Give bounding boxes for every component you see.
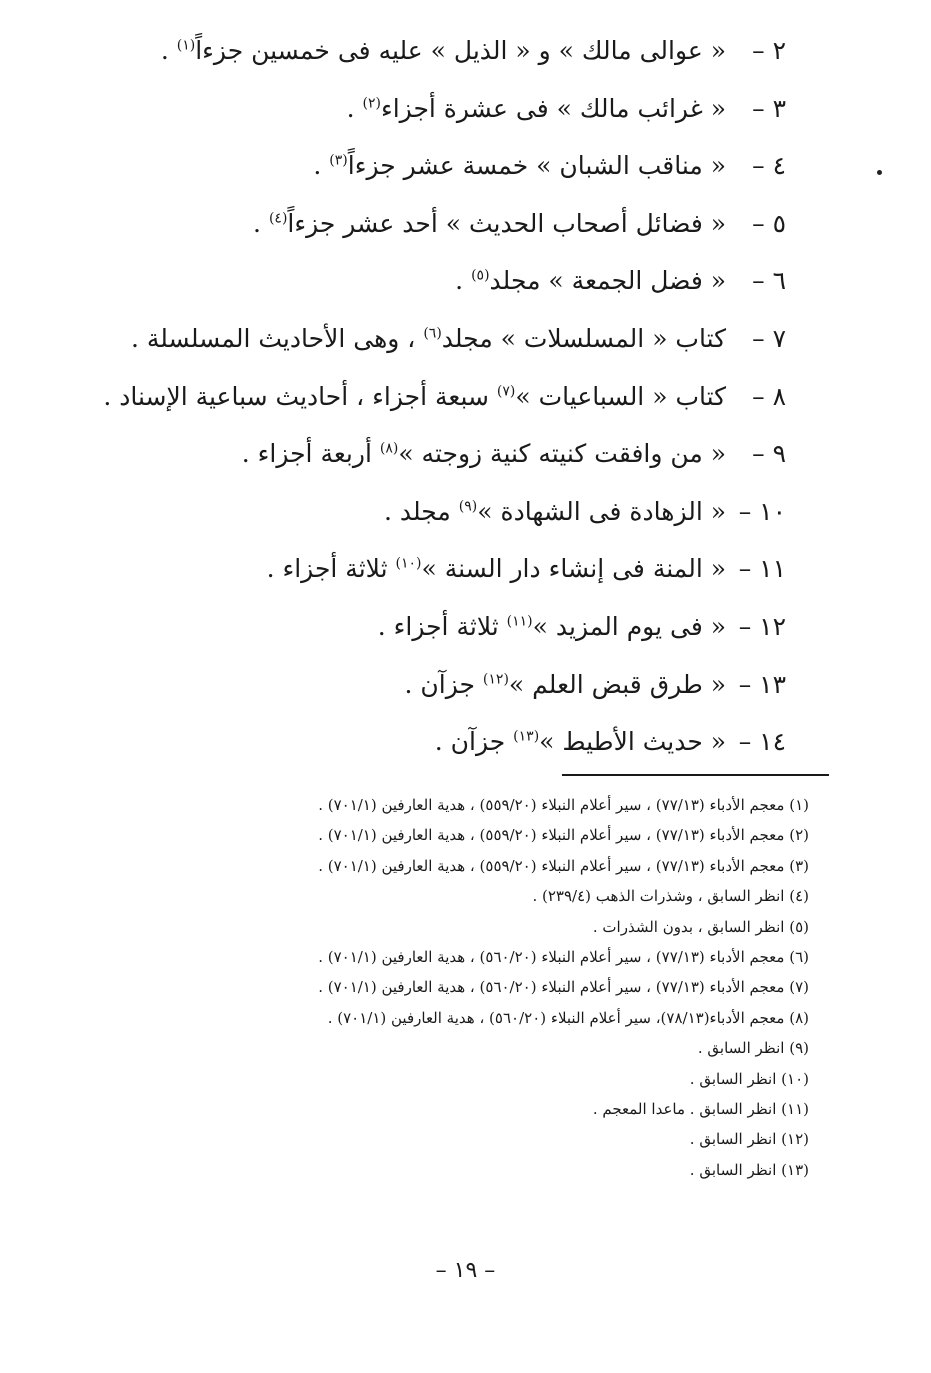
item-number: ٥ – xyxy=(752,208,786,238)
item-text: « غرائب مالك » فى عشرة أجزاء xyxy=(380,93,727,123)
list-item xyxy=(126,252,786,310)
footnote: (٧) معجم الأدباء (٧٧/١٣) ، سير أعلام النبلاء (٥٦٠/٢٠) ، هدية العارفين (٧٠١/١) . xyxy=(318,978,809,997)
page-number: – ١٩ – xyxy=(435,1258,496,1283)
item-number: ٤ – xyxy=(752,151,786,181)
item-text: كتاب « السباعيات » xyxy=(515,381,727,411)
item-number: ٩ – xyxy=(752,439,786,469)
item-number: ١٤ – xyxy=(738,727,786,757)
item-number: ١١ – xyxy=(738,554,786,584)
item-number: ١٢ – xyxy=(738,611,786,641)
footnote-ref: (٢) xyxy=(362,95,381,112)
item-tail: . xyxy=(346,93,363,123)
footnote: (١٠) انظر السابق . xyxy=(689,1069,809,1088)
footnote: (٣) معجم الأدباء (٧٧/١٣) ، سير أعلام النبلاء (٥٥٩/٢٠) ، هدية العارفين (٧٠١/١) . xyxy=(318,856,809,875)
footnote: (١٣) انظر السابق . xyxy=(689,1160,809,1179)
item-text: « فضائل أصحاب الحديث » أحد عشر جزءاً xyxy=(287,208,727,238)
list-item xyxy=(126,713,786,771)
footnote: (١) معجم الأدباء (٧٧/١٣) ، سير أعلام النبلاء (٥٥٩/٢٠) ، هدية العارفين (٧٠١/١) . xyxy=(318,796,809,814)
item-tail: . xyxy=(253,208,269,238)
works-list xyxy=(103,22,786,771)
item-number: ٣ – xyxy=(752,93,786,123)
footnote-ref: (٤) xyxy=(268,210,288,227)
item-text: « طرق قبض العلم » xyxy=(508,669,727,699)
item-tail: أربعة أجزاء . xyxy=(241,439,380,469)
footnote-ref: (١) xyxy=(176,37,196,54)
list-item xyxy=(126,656,786,714)
list-item xyxy=(126,195,786,253)
list-item xyxy=(126,598,786,656)
item-tail: . xyxy=(313,151,330,181)
item-number: ٦ – xyxy=(752,266,786,296)
item-text: « من وافقت كنيته كنية زوجته » xyxy=(398,439,727,469)
footnote: (٩) انظر السابق . xyxy=(697,1039,809,1058)
scan-speck xyxy=(877,170,882,175)
item-tail: . xyxy=(160,36,177,65)
item-text: « المنة فى إنشاء دار السنة » xyxy=(421,554,727,584)
footnote: (١١) انظر السابق . ماعدا المعجم . xyxy=(592,1099,809,1118)
footnote-ref: (٨) xyxy=(379,440,399,457)
footnote-ref: (١١) xyxy=(506,613,533,630)
item-text: « مناقب الشبان » خمسة عشر جزءاً xyxy=(347,151,727,181)
list-item xyxy=(126,22,786,80)
footnote: (٨) معجم الأدباء(٧٨/١٣)، سير أعلام النبلاء (٥٦٠/٢٠) ، هدية العارفين (٧٠١/١) . xyxy=(327,1008,809,1027)
footnote: (٦) معجم الأدباء (٧٧/١٣) ، سير أعلام النبلاء (٥٦٠/٢٠) ، هدية العارفين (٧٠١/١) . xyxy=(318,947,809,966)
list-item xyxy=(126,540,786,598)
item-text: كتاب « المسلسلات » مجلد xyxy=(441,323,727,353)
footnote-ref: (١٠) xyxy=(395,556,422,573)
item-number: ٢ – xyxy=(752,36,786,65)
item-tail: ثلاثة أجزاء . xyxy=(377,611,507,641)
item-number: ٧ – xyxy=(752,323,786,353)
list-item xyxy=(126,137,786,195)
footnote: (٤) انظر السابق ، وشذرات الذهب (٢٣٩/٤) . xyxy=(532,887,809,906)
item-tail: جزآن . xyxy=(404,669,483,699)
list-item xyxy=(126,483,786,541)
footnote-ref: (٣) xyxy=(329,152,348,169)
item-number: ٨ – xyxy=(752,381,786,411)
footnote-ref: (٩) xyxy=(458,498,478,515)
footnote: (٥) انظر السابق ، بدون الشذرات . xyxy=(592,917,809,936)
item-text: « فى يوم المزيد » xyxy=(532,611,727,641)
item-tail: . xyxy=(455,266,472,296)
item-text: « حديث الأطيط » xyxy=(539,727,727,757)
footnotes xyxy=(149,790,809,1185)
footnote-divider xyxy=(562,774,829,776)
footnote: (٢) معجم الأدباء (٧٧/١٣) ، سير أعلام النبلاء (٥٥٩/٢٠) ، هدية العارفين (٧٠١/١) . xyxy=(318,826,809,845)
list-item xyxy=(126,80,786,138)
list-item xyxy=(126,425,786,483)
item-number: ١٠ – xyxy=(738,496,786,526)
item-number: ١٣ – xyxy=(738,669,786,699)
item-tail: سبعة أجزاء ، أحاديث سباعية الإسناد . xyxy=(103,381,497,411)
footnote: (١٢) انظر السابق . xyxy=(689,1130,809,1149)
footnote-ref: (٦) xyxy=(423,325,442,342)
item-text: « الزهادة فى الشهادة » xyxy=(477,496,727,526)
footnote-ref: (١٣) xyxy=(513,728,540,745)
item-text: « عوالى مالك » و « الذيل » عليه فى خمسين جزءاً xyxy=(195,36,727,65)
footnote-ref: (١٢) xyxy=(482,671,509,688)
item-tail: ثلاثة أجزاء . xyxy=(266,554,396,584)
list-item xyxy=(126,310,786,368)
item-tail: جزآن . xyxy=(434,727,514,757)
item-tail: ، وهى الأحاديث المسلسلة . xyxy=(130,323,424,353)
item-text: « فضل الجمعة » مجلد xyxy=(489,266,727,296)
item-tail: مجلد . xyxy=(384,496,459,526)
footnote-ref: (٥) xyxy=(471,268,490,285)
footnote-ref: (٧) xyxy=(496,383,516,400)
list-item xyxy=(103,368,786,426)
